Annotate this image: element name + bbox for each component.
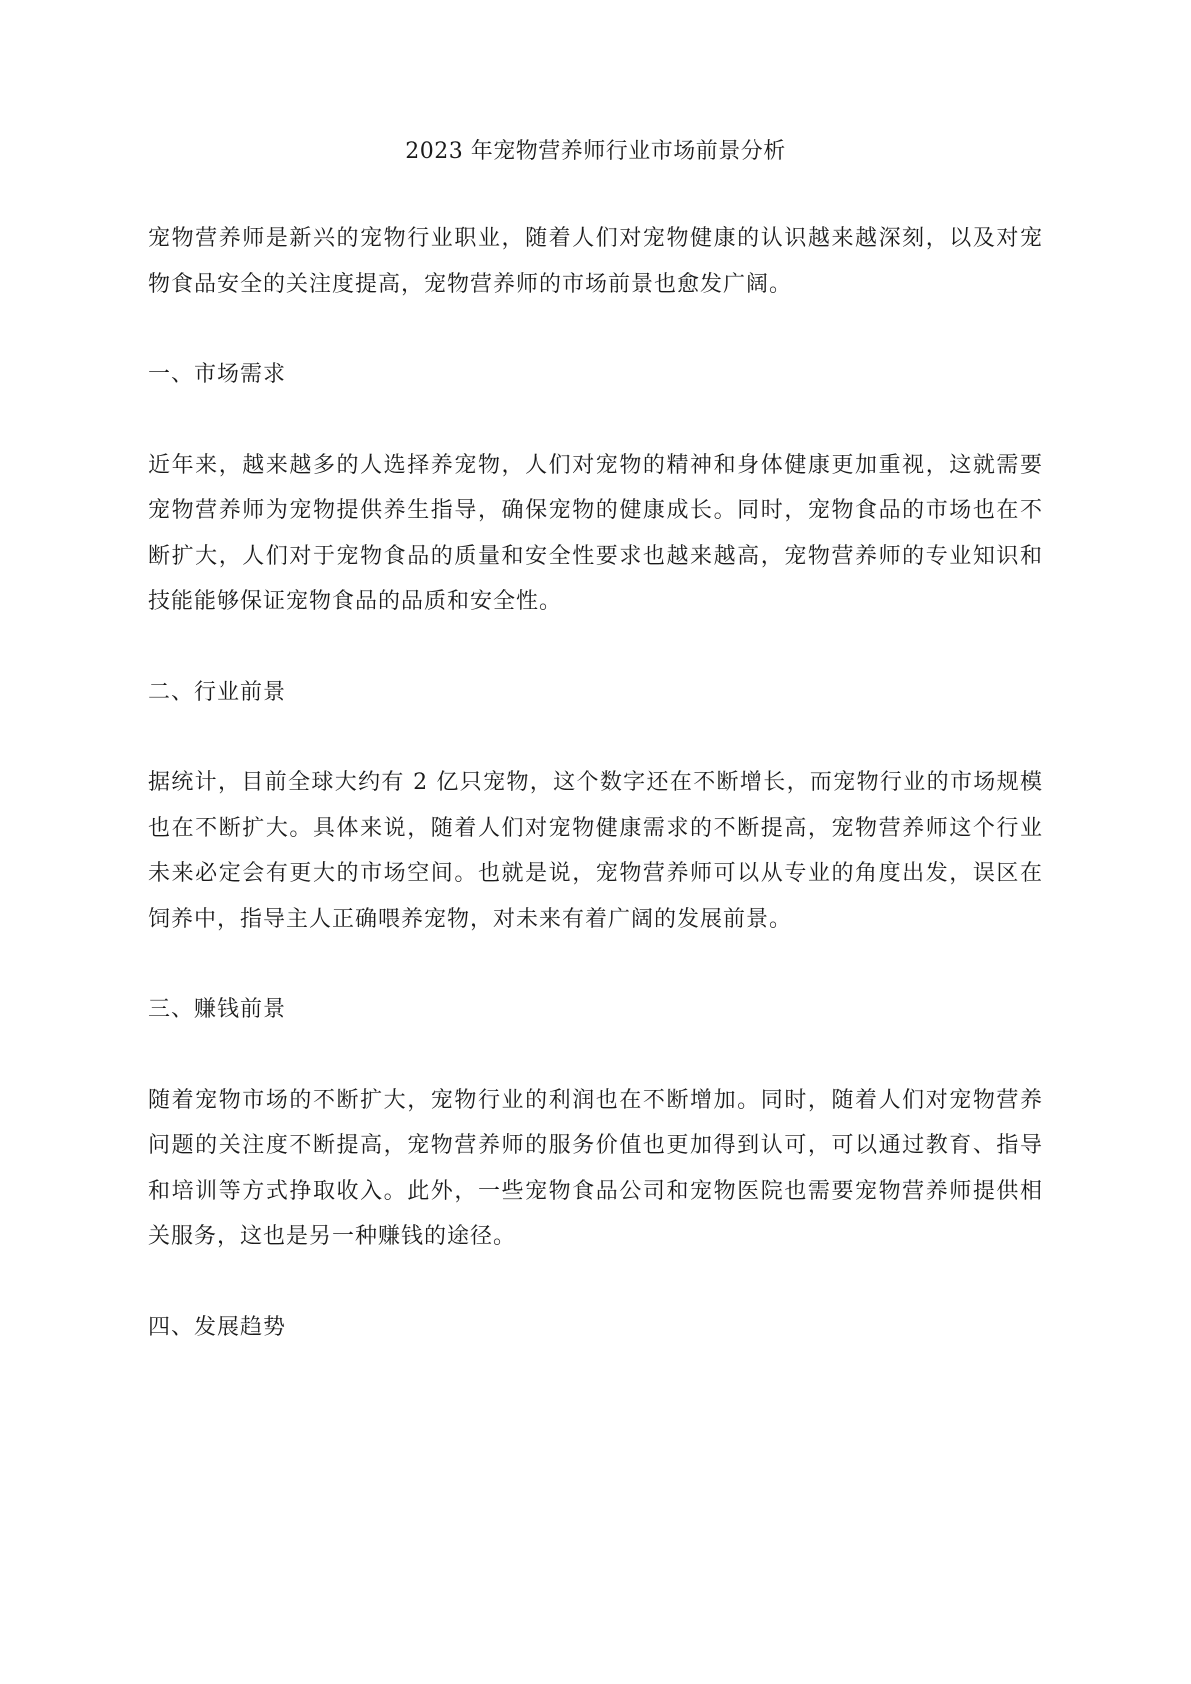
section-body-market-demand: 近年来，越来越多的人选择养宠物，人们对宠物的精神和身体健康更加重视，这就需要宠物营养师为宠物提供养生指导，确保宠物的健康成长。同时，宠物食品的市场也在不断扩大，人们对于宠物食品的质量和安全性要求也越来越高，宠物营养师的专业知识和技能能够保证宠物食品的品质和安全性。 xyxy=(148,452,1043,614)
section-body-earning-prospects: 随着宠物市场的不断扩大，宠物行业的利润也在不断增加。同时，随着人们对宠物营养问题的关注度不断提高，宠物营养师的服务价值也更加得到认可，可以通过教育、指导和培训等方式挣取收入。此外，一些宠物食品公司和宠物医院也需要宠物营养师提供相关服务，这也是另一种赚钱的途径。 xyxy=(148,1087,1043,1249)
section-heading-earning-prospects: 三、赚钱前景 xyxy=(148,997,287,1022)
document-title: 2023 年宠物营养师行业市场前景分析 xyxy=(405,139,786,164)
intro-paragraph: 宠物营养师是新兴的宠物行业职业，随着人们对宠物健康的认识越来越深刻，以及对宠物食品安全的关注度提高，宠物营养师的市场前景也愈发广阔。 xyxy=(148,226,1043,297)
section-heading-market-demand: 一、市场需求 xyxy=(148,362,287,387)
document-content xyxy=(148,132,1043,1395)
section-heading-development-trends: 四、发展趋势 xyxy=(148,1314,287,1340)
section-body-industry-outlook: 据统计，目前全球大约有 2 亿只宠物，这个数字还在不断增长，而宠物行业的市场规模也在不断扩大。具体来说，随着人们对宠物健康需求的不断提高，宠物营养师这个行业未来必定会有更大的市场空间。也就是说，宠物营养师可以从专业的角度出发，误区在饲养中，指导主人正确喂养宠物，对未来有着广阔的发展前景。 xyxy=(148,770,1043,932)
section-heading-industry-outlook: 二、行业前景 xyxy=(148,679,287,705)
